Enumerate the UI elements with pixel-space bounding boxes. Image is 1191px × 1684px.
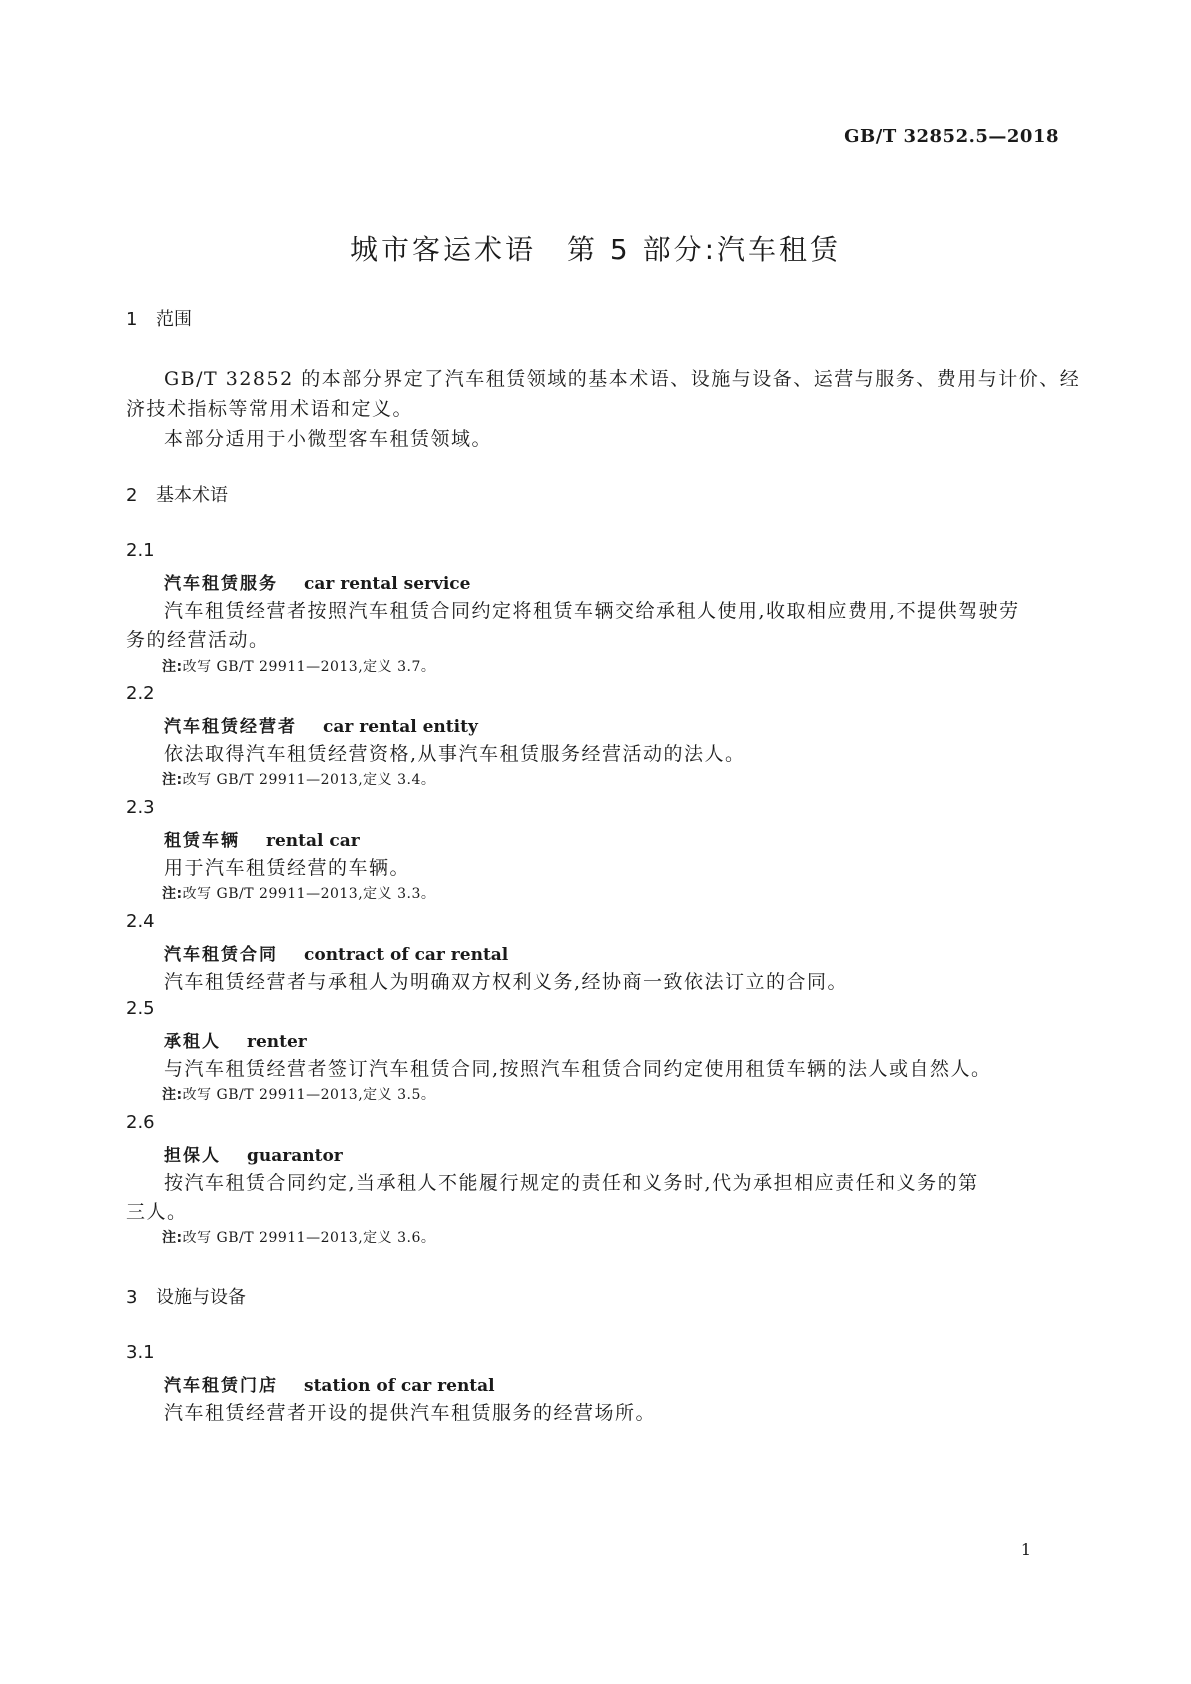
- clause-number: 3.1: [126, 1342, 155, 1363]
- term-definition: 与汽车租赁经营者签订汽车租赁合同,按照汽车租赁合同约定使用租赁车辆的法人或自然人。: [164, 1058, 992, 1080]
- term-chinese: 承租人: [164, 1032, 221, 1052]
- term-chinese: 担保人: [164, 1146, 221, 1166]
- term-heading: [164, 1371, 495, 1396]
- term-english: car rental service: [304, 574, 471, 594]
- term-english: renter: [247, 1032, 307, 1052]
- term-note: [162, 1227, 435, 1247]
- note-label: 注:: [162, 1230, 183, 1246]
- scope-para2: 本部分适用于小微型客车租赁领域。: [164, 428, 493, 450]
- scope-para-line1: GB/T 32852 的本部分界定了汽车租赁领域的基本术语、设施与设备、运营与服务、费用与计价、经: [164, 368, 1081, 390]
- term-english: contract of car rental: [304, 945, 509, 965]
- term-note: [162, 1084, 435, 1104]
- note-text: 改写 GB/T 29911—2013,定义 3.6。: [182, 1230, 436, 1246]
- term-english: rental car: [266, 831, 360, 851]
- term-definition: 用于汽车租赁经营的车辆。: [164, 857, 411, 879]
- section-number: 2: [126, 485, 138, 506]
- section-3-heading: [126, 1283, 246, 1309]
- clause-number: 2.4: [126, 911, 155, 932]
- term-definition-cont: 务的经营活动。: [126, 629, 270, 651]
- term-note: [162, 883, 435, 903]
- clause-number: 2.2: [126, 683, 155, 704]
- term-heading: [164, 940, 508, 965]
- term-heading: [164, 569, 470, 594]
- section-2-heading: [126, 481, 228, 507]
- section-number: 3: [126, 1287, 138, 1308]
- term-definition: 依法取得汽车租赁经营资格,从事汽车租赁服务经营活动的法人。: [164, 743, 746, 765]
- term-heading: [164, 826, 360, 851]
- note-text: 改写 GB/T 29911—2013,定义 3.3。: [182, 886, 436, 902]
- section-1-heading: [126, 305, 192, 331]
- document-title: 城市客运术语 第 5 部分:汽车租赁: [349, 233, 842, 266]
- term-definition: 汽车租赁经营者按照汽车租赁合同约定将租赁车辆交给承租人使用,收取相应费用,不提供驾驶劳: [164, 600, 1020, 622]
- term-definition: 汽车租赁经营者开设的提供汽车租赁服务的经营场所。: [164, 1402, 657, 1424]
- note-text: 改写 GB/T 29911—2013,定义 3.4。: [182, 772, 436, 788]
- term-note: [162, 769, 435, 789]
- term-chinese: 汽车租赁经营者: [164, 717, 297, 737]
- standard-number: GB/T 32852.5—2018: [844, 126, 1059, 147]
- section-title: 设施与设备: [156, 1287, 246, 1308]
- term-heading: [164, 1141, 343, 1166]
- page-number: 1: [1020, 1540, 1031, 1559]
- term-english: guarantor: [247, 1146, 343, 1166]
- term-definition: 汽车租赁经营者与承租人为明确双方权利义务,经协商一致依法订立的合同。: [164, 971, 849, 993]
- term-note: [162, 656, 435, 676]
- term-chinese: 租赁车辆: [164, 831, 240, 851]
- section-number: 1: [126, 309, 138, 330]
- term-chinese: 汽车租赁服务: [164, 574, 278, 594]
- term-heading: [164, 1027, 307, 1052]
- clause-number: 2.3: [126, 797, 155, 818]
- note-text: 改写 GB/T 29911—2013,定义 3.5。: [182, 1087, 436, 1103]
- clause-number: 2.5: [126, 998, 155, 1019]
- scope-para-line2: 济技术指标等常用术语和定义。: [126, 398, 414, 420]
- term-english: car rental entity: [323, 717, 478, 737]
- section-title: 基本术语: [156, 485, 228, 506]
- term-chinese: 汽车租赁门店: [164, 1376, 278, 1396]
- term-chinese: 汽车租赁合同: [164, 945, 278, 965]
- note-label: 注:: [162, 772, 183, 788]
- clause-number: 2.6: [126, 1112, 155, 1133]
- clause-number: 2.1: [126, 540, 155, 561]
- note-label: 注:: [162, 886, 183, 902]
- term-definition: 按汽车租赁合同约定,当承租人不能履行规定的责任和义务时,代为承担相应责任和义务的第: [164, 1172, 979, 1194]
- term-english: station of car rental: [304, 1376, 495, 1396]
- term-heading: [164, 712, 478, 737]
- note-label: 注:: [162, 1087, 183, 1103]
- section-title: 范围: [156, 309, 192, 330]
- term-definition-cont: 三人。: [126, 1201, 188, 1223]
- note-label: 注:: [162, 659, 183, 675]
- note-text: 改写 GB/T 29911—2013,定义 3.7。: [182, 659, 436, 675]
